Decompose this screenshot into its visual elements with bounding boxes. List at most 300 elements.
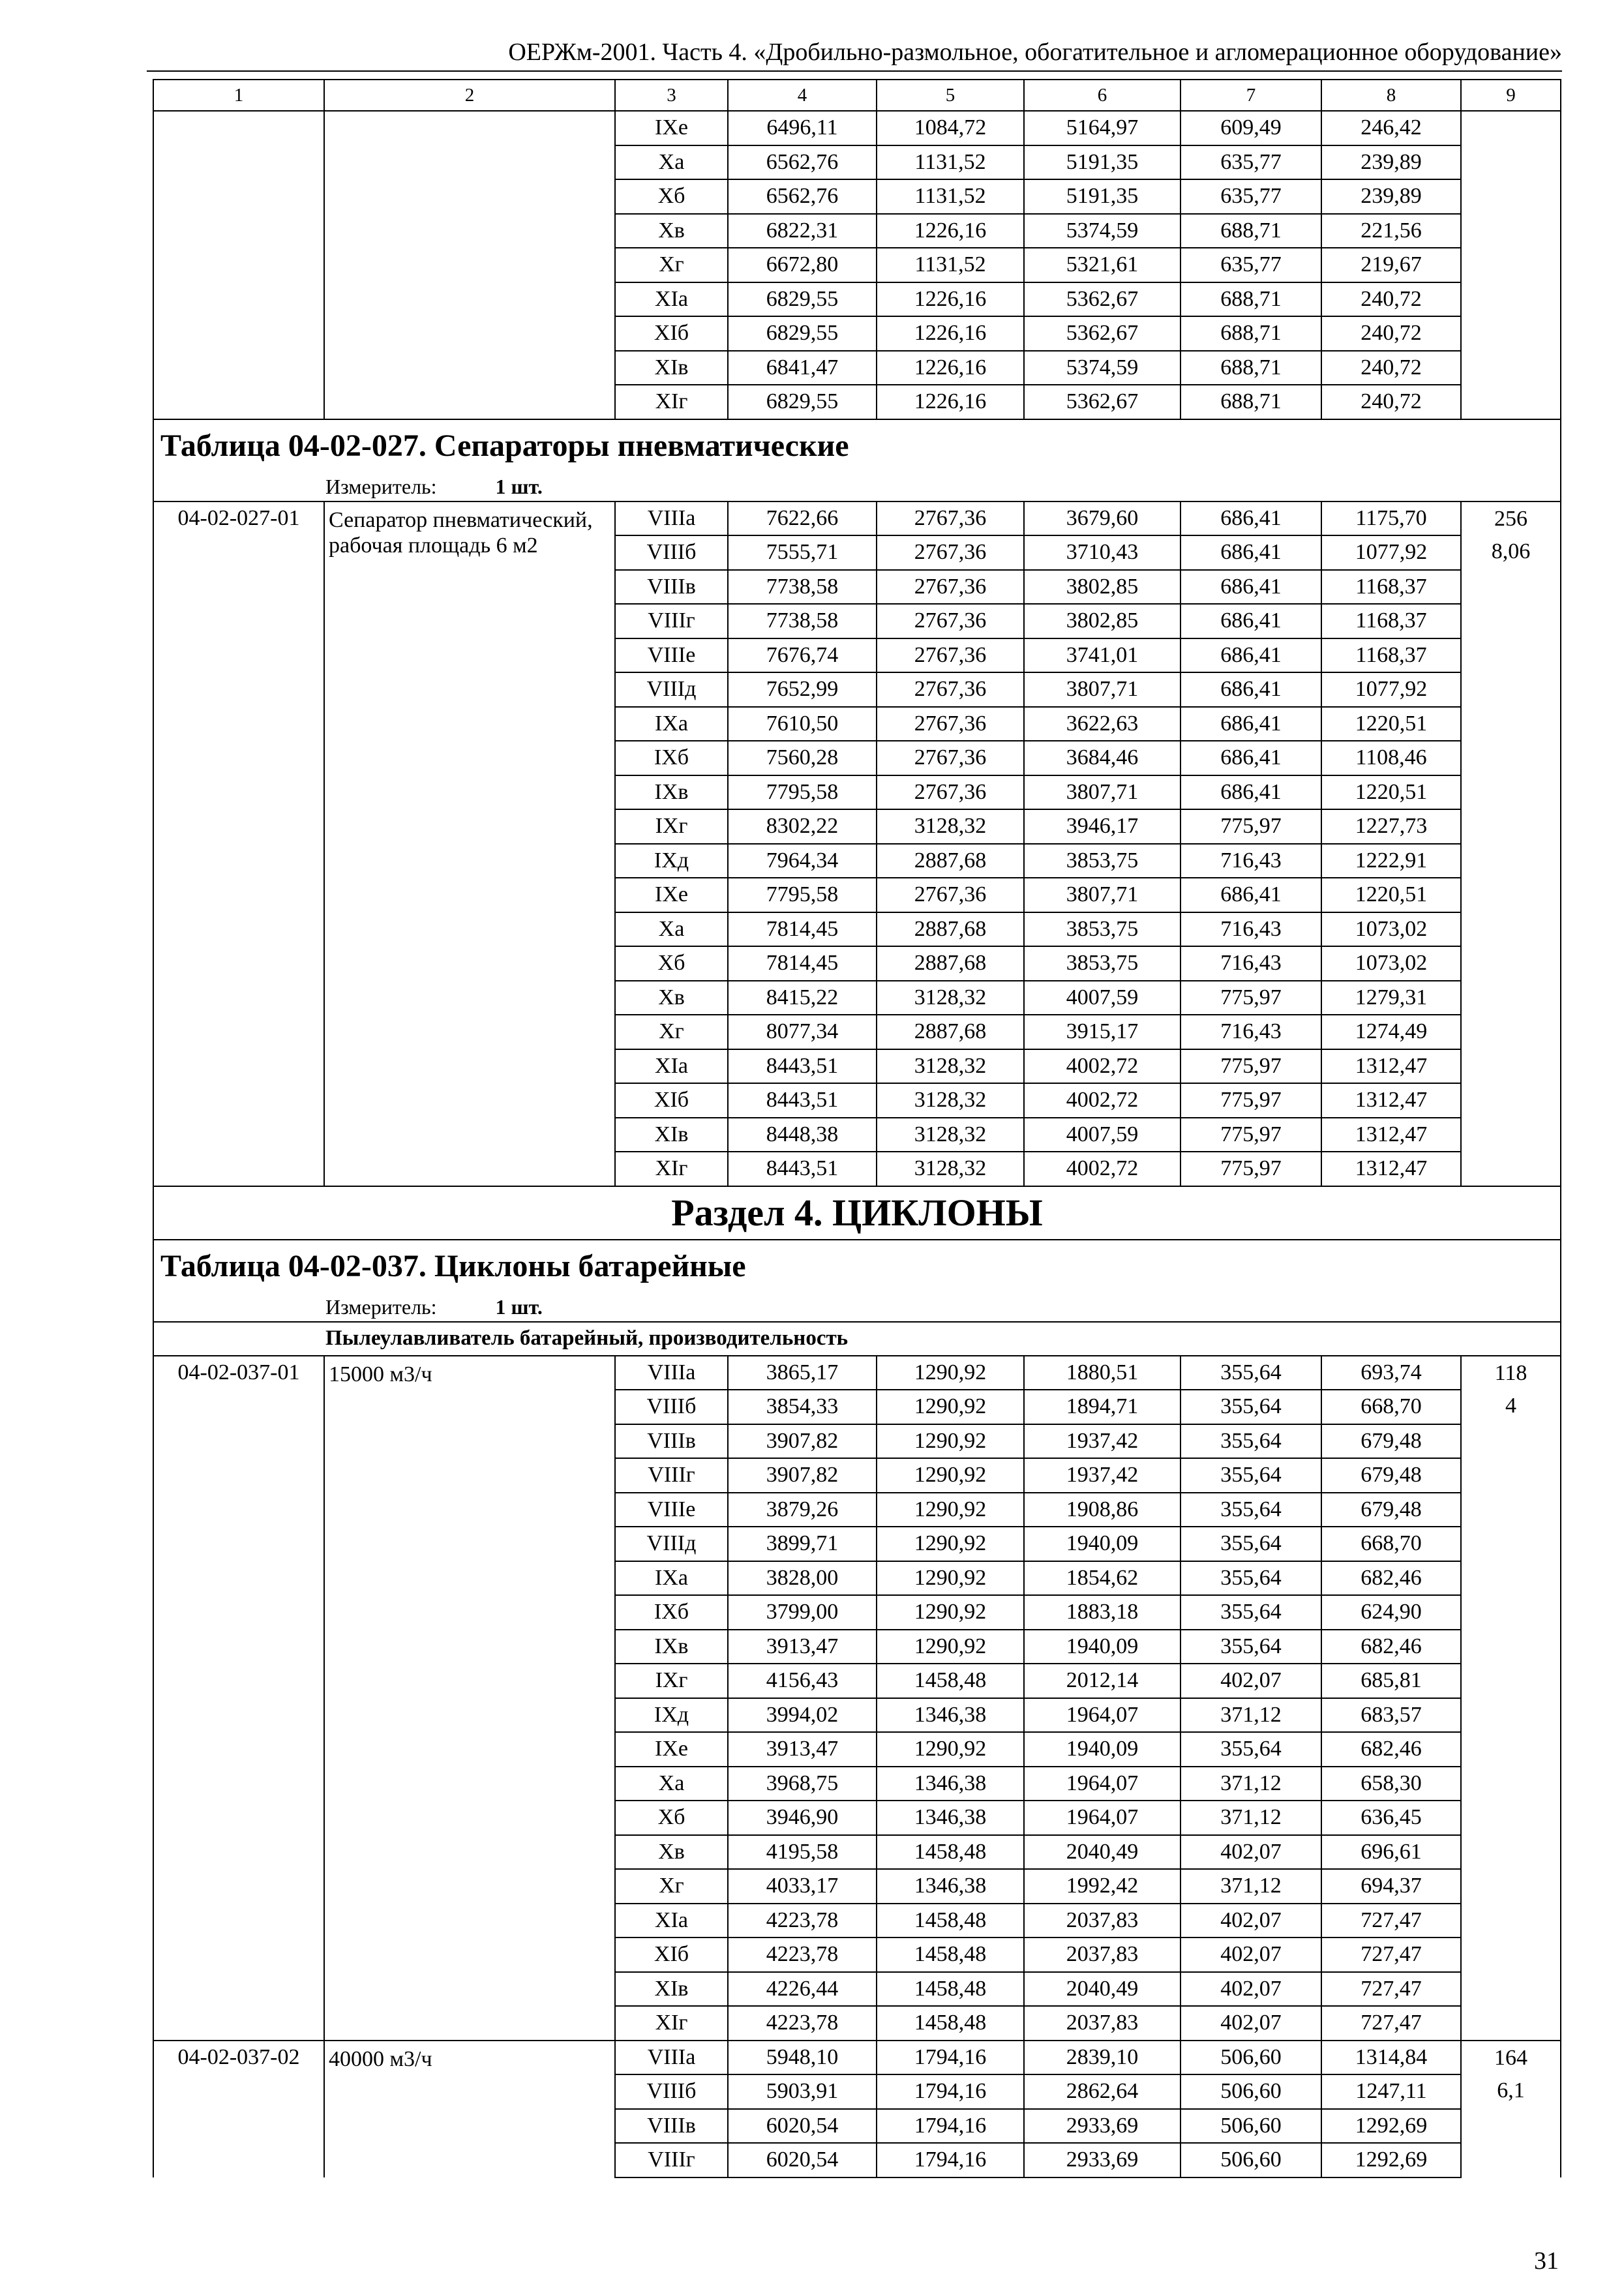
rate-value: 2012,14 bbox=[1024, 1664, 1180, 1698]
rate-value: 402,07 bbox=[1180, 2006, 1321, 2041]
rate-value: 775,97 bbox=[1180, 1118, 1321, 1152]
rate-value: 1458,48 bbox=[877, 1972, 1024, 2007]
rate-value: 1247,11 bbox=[1321, 2074, 1461, 2109]
item-name: 40000 м3/ч bbox=[324, 2041, 615, 2177]
rate-value: 4156,43 bbox=[728, 1664, 877, 1698]
rate-value: 371,12 bbox=[1180, 1698, 1321, 1733]
region-code: IXв bbox=[615, 775, 728, 810]
rate-value: 2839,10 bbox=[1024, 2041, 1180, 2075]
rate-value: 402,07 bbox=[1180, 1904, 1321, 1938]
rate-value: 1084,72 bbox=[877, 111, 1024, 145]
rate-value: 3807,71 bbox=[1024, 878, 1180, 912]
rate-value: 239,89 bbox=[1321, 145, 1461, 180]
region-code: Xа bbox=[615, 1767, 728, 1801]
rate-value: 1290,92 bbox=[877, 1630, 1024, 1664]
region-code: VIIIв bbox=[615, 1424, 728, 1459]
region-code: Xв bbox=[615, 214, 728, 248]
rates-table bbox=[153, 79, 1561, 2178]
column-number: 1 bbox=[153, 80, 324, 111]
rate-value: 688,71 bbox=[1180, 316, 1321, 351]
rate-value: 3679,60 bbox=[1024, 501, 1180, 536]
rate-value: 2767,36 bbox=[877, 672, 1024, 707]
region-code: Xг bbox=[615, 1015, 728, 1049]
rate-value: 1168,37 bbox=[1321, 604, 1461, 638]
rate-value: 1854,62 bbox=[1024, 1561, 1180, 1596]
region-code: IXг bbox=[615, 809, 728, 844]
rate-value: 8077,34 bbox=[728, 1015, 877, 1049]
rate-value: 3913,47 bbox=[728, 1630, 877, 1664]
rate-value: 1220,51 bbox=[1321, 878, 1461, 912]
rate-value: 8443,51 bbox=[728, 1152, 877, 1186]
rate-value: 1458,48 bbox=[877, 1835, 1024, 1870]
rate-value: 1794,16 bbox=[877, 2109, 1024, 2144]
rate-value: 2767,36 bbox=[877, 878, 1024, 912]
rate-value: 2040,49 bbox=[1024, 1835, 1180, 1870]
rate-value: 7814,45 bbox=[728, 912, 877, 947]
rate-value: 5191,35 bbox=[1024, 145, 1180, 180]
region-code: XIа bbox=[615, 282, 728, 317]
rate-value: 686,41 bbox=[1180, 672, 1321, 707]
rate-value: 5903,91 bbox=[728, 2074, 877, 2109]
item-name bbox=[324, 111, 615, 419]
rate-value: 6562,76 bbox=[728, 179, 877, 214]
rate-value: 696,61 bbox=[1321, 1835, 1461, 1870]
rate-value: 219,67 bbox=[1321, 248, 1461, 282]
rate-value: 727,47 bbox=[1321, 1904, 1461, 1938]
table-title: Таблица 04-02-027. Сепараторы пневматические bbox=[153, 419, 1561, 472]
rate-value: 3741,01 bbox=[1024, 638, 1180, 673]
region-code: IXб bbox=[615, 741, 728, 775]
region-code: VIIIб bbox=[615, 1390, 728, 1424]
rate-value: 3907,82 bbox=[728, 1424, 877, 1459]
table-row bbox=[153, 501, 1561, 536]
extra-value: 8,06 bbox=[1491, 539, 1531, 563]
rate-value: 3913,47 bbox=[728, 1732, 877, 1767]
table-row bbox=[153, 1356, 1561, 1390]
rate-value: 686,41 bbox=[1180, 570, 1321, 605]
rate-value: 609,49 bbox=[1180, 111, 1321, 145]
region-code: Xб bbox=[615, 1801, 728, 1835]
rate-value: 635,77 bbox=[1180, 145, 1321, 180]
rate-value: 727,47 bbox=[1321, 1972, 1461, 2007]
rate-value: 2767,36 bbox=[877, 501, 1024, 536]
rate-value: 658,30 bbox=[1321, 1767, 1461, 1801]
rate-value: 1073,02 bbox=[1321, 946, 1461, 981]
table-row bbox=[153, 111, 1561, 145]
column-number: 3 bbox=[615, 80, 728, 111]
section-heading: Раздел 4. ЦИКЛОНЫ bbox=[153, 1186, 1561, 1240]
column-number: 8 bbox=[1321, 80, 1461, 111]
rate-value: 7555,71 bbox=[728, 535, 877, 570]
rate-value: 5948,10 bbox=[728, 2041, 877, 2075]
item-code: 04-02-027-01 bbox=[153, 501, 324, 1186]
rate-value: 1279,31 bbox=[1321, 981, 1461, 1015]
rate-value: 3946,90 bbox=[728, 1801, 877, 1835]
rate-value: 355,64 bbox=[1180, 1527, 1321, 1561]
rate-value: 3807,71 bbox=[1024, 672, 1180, 707]
rate-value: 624,90 bbox=[1321, 1595, 1461, 1630]
region-code: IXв bbox=[615, 1630, 728, 1664]
rate-value: 682,46 bbox=[1321, 1630, 1461, 1664]
column-number: 2 bbox=[324, 80, 615, 111]
region-code: Xв bbox=[615, 1835, 728, 1870]
rate-value: 246,42 bbox=[1321, 111, 1461, 145]
rate-value: 3799,00 bbox=[728, 1595, 877, 1630]
region-code: Xб bbox=[615, 946, 728, 981]
rate-value: 1312,47 bbox=[1321, 1083, 1461, 1118]
item-extra bbox=[1461, 1356, 1561, 2041]
extra-value: 118 bbox=[1494, 1360, 1527, 1385]
rate-value: 686,41 bbox=[1180, 535, 1321, 570]
rate-value: 355,64 bbox=[1180, 1458, 1321, 1493]
rate-value: 1346,38 bbox=[877, 1801, 1024, 1835]
rate-value: 716,43 bbox=[1180, 1015, 1321, 1049]
rate-value: 240,72 bbox=[1321, 351, 1461, 385]
rate-value: 668,70 bbox=[1321, 1527, 1461, 1561]
rate-value: 355,64 bbox=[1180, 1732, 1321, 1767]
document-page bbox=[153, 79, 1560, 2178]
rate-value: 2040,49 bbox=[1024, 1972, 1180, 2007]
rate-value: 3946,17 bbox=[1024, 809, 1180, 844]
rate-value: 1290,92 bbox=[877, 1732, 1024, 1767]
region-code: IXе bbox=[615, 878, 728, 912]
measure-row bbox=[153, 1293, 1561, 1322]
rate-value: 3853,75 bbox=[1024, 912, 1180, 947]
rate-value: 402,07 bbox=[1180, 1835, 1321, 1870]
rate-value: 1894,71 bbox=[1024, 1390, 1180, 1424]
rate-value: 240,72 bbox=[1321, 316, 1461, 351]
rate-value: 3128,32 bbox=[877, 809, 1024, 844]
region-code: IXб bbox=[615, 1595, 728, 1630]
rate-value: 1880,51 bbox=[1024, 1356, 1180, 1390]
rate-value: 3802,85 bbox=[1024, 570, 1180, 605]
rate-value: 5321,61 bbox=[1024, 248, 1180, 282]
rate-value: 679,48 bbox=[1321, 1458, 1461, 1493]
rate-value: 5362,67 bbox=[1024, 282, 1180, 317]
rate-value: 506,60 bbox=[1180, 2143, 1321, 2177]
rate-value: 3128,32 bbox=[877, 1049, 1024, 1084]
table-title-row bbox=[153, 1240, 1561, 1293]
region-code: VIIIб bbox=[615, 2074, 728, 2109]
rate-value: 402,07 bbox=[1180, 1972, 1321, 2007]
rate-value: 1964,07 bbox=[1024, 1698, 1180, 1733]
rate-value: 1290,92 bbox=[877, 1527, 1024, 1561]
rate-value: 686,41 bbox=[1180, 878, 1321, 912]
item-extra bbox=[1461, 111, 1561, 419]
rate-value: 686,41 bbox=[1180, 741, 1321, 775]
rate-value: 1292,69 bbox=[1321, 2143, 1461, 2177]
rate-value: 668,70 bbox=[1321, 1390, 1461, 1424]
rate-value: 2037,83 bbox=[1024, 1904, 1180, 1938]
rate-value: 1131,52 bbox=[877, 145, 1024, 180]
rate-value: 3853,75 bbox=[1024, 844, 1180, 878]
rate-value: 3128,32 bbox=[877, 1118, 1024, 1152]
rate-value: 8415,22 bbox=[728, 981, 877, 1015]
rate-value: 1346,38 bbox=[877, 1869, 1024, 1904]
rate-value: 3802,85 bbox=[1024, 604, 1180, 638]
rate-value: 1226,16 bbox=[877, 316, 1024, 351]
item-extra bbox=[1461, 2041, 1561, 2177]
rate-value: 1312,47 bbox=[1321, 1152, 1461, 1186]
rate-value: 4033,17 bbox=[728, 1869, 877, 1904]
rate-value: 7738,58 bbox=[728, 604, 877, 638]
item-code: 04-02-037-02 bbox=[153, 2041, 324, 2177]
running-header: ОЕРЖм-2001. Часть 4. «Дробильно-размольное, обогатительное и агломерационное оборудование» bbox=[508, 38, 1562, 66]
region-code: VIIIд bbox=[615, 672, 728, 707]
rate-value: 1290,92 bbox=[877, 1493, 1024, 1527]
rate-value: 6672,80 bbox=[728, 248, 877, 282]
region-code: XIа bbox=[615, 1049, 728, 1084]
rate-value: 6020,54 bbox=[728, 2143, 877, 2177]
region-code: VIIIа bbox=[615, 2041, 728, 2075]
rate-value: 7610,50 bbox=[728, 707, 877, 741]
rate-value: 6829,55 bbox=[728, 316, 877, 351]
region-code: IXг bbox=[615, 1664, 728, 1698]
rate-value: 1226,16 bbox=[877, 282, 1024, 317]
column-number: 5 bbox=[877, 80, 1024, 111]
rate-value: 716,43 bbox=[1180, 912, 1321, 947]
region-code: Xв bbox=[615, 981, 728, 1015]
rate-value: 3128,32 bbox=[877, 1152, 1024, 1186]
region-code: IXа bbox=[615, 707, 728, 741]
rate-value: 355,64 bbox=[1180, 1493, 1321, 1527]
group-title: Пылеулавливатель батарейный, производительность bbox=[153, 1322, 1561, 1356]
region-code: XIб bbox=[615, 1083, 728, 1118]
rate-value: 6829,55 bbox=[728, 282, 877, 317]
rate-value: 1346,38 bbox=[877, 1698, 1024, 1733]
rate-value: 355,64 bbox=[1180, 1424, 1321, 1459]
rate-value: 1168,37 bbox=[1321, 638, 1461, 673]
rate-value: 1290,92 bbox=[877, 1458, 1024, 1493]
rate-value: 1312,47 bbox=[1321, 1049, 1461, 1084]
rate-value: 355,64 bbox=[1180, 1390, 1321, 1424]
rate-value: 3807,71 bbox=[1024, 775, 1180, 810]
rate-value: 8443,51 bbox=[728, 1083, 877, 1118]
rate-value: 5191,35 bbox=[1024, 179, 1180, 214]
rate-value: 1077,92 bbox=[1321, 672, 1461, 707]
rate-value: 1220,51 bbox=[1321, 707, 1461, 741]
rate-value: 1937,42 bbox=[1024, 1458, 1180, 1493]
rate-value: 3879,26 bbox=[728, 1493, 877, 1527]
rate-value: 775,97 bbox=[1180, 981, 1321, 1015]
rate-value: 1940,09 bbox=[1024, 1732, 1180, 1767]
rate-value: 775,97 bbox=[1180, 1152, 1321, 1186]
rate-value: 1312,47 bbox=[1321, 1118, 1461, 1152]
rate-value: 2037,83 bbox=[1024, 1937, 1180, 1972]
rate-value: 7795,58 bbox=[728, 775, 877, 810]
rate-value: 4007,59 bbox=[1024, 981, 1180, 1015]
rate-value: 3622,63 bbox=[1024, 707, 1180, 741]
rate-value: 5362,67 bbox=[1024, 385, 1180, 419]
rate-value: 2037,83 bbox=[1024, 2006, 1180, 2041]
rate-value: 1794,16 bbox=[877, 2143, 1024, 2177]
rate-value: 371,12 bbox=[1180, 1767, 1321, 1801]
page-number: 31 bbox=[1534, 2247, 1559, 2275]
rate-value: 2887,68 bbox=[877, 912, 1024, 947]
rate-value: 7560,28 bbox=[728, 741, 877, 775]
region-code: Xг bbox=[615, 248, 728, 282]
region-code: XIб bbox=[615, 1937, 728, 1972]
measure-cell bbox=[153, 1293, 1561, 1322]
rate-value: 6822,31 bbox=[728, 214, 877, 248]
rate-value: 1108,46 bbox=[1321, 741, 1461, 775]
rate-value: 686,41 bbox=[1180, 604, 1321, 638]
region-code: IXе bbox=[615, 1732, 728, 1767]
rate-value: 688,71 bbox=[1180, 214, 1321, 248]
region-code: VIIIб bbox=[615, 535, 728, 570]
rate-value: 3128,32 bbox=[877, 981, 1024, 1015]
rate-value: 5374,59 bbox=[1024, 214, 1180, 248]
item-name: 15000 м3/ч bbox=[324, 1356, 615, 2041]
rate-value: 4002,72 bbox=[1024, 1152, 1180, 1186]
region-code: VIIIа bbox=[615, 501, 728, 536]
rate-value: 6562,76 bbox=[728, 145, 877, 180]
region-code: XIб bbox=[615, 316, 728, 351]
rate-value: 371,12 bbox=[1180, 1869, 1321, 1904]
rate-value: 7622,66 bbox=[728, 501, 877, 536]
rate-value: 2887,68 bbox=[877, 946, 1024, 981]
rate-value: 5374,59 bbox=[1024, 351, 1180, 385]
region-code: IXд bbox=[615, 1698, 728, 1733]
region-code: XIв bbox=[615, 1972, 728, 2007]
item-code: 04-02-037-01 bbox=[153, 1356, 324, 2041]
rate-value: 7652,99 bbox=[728, 672, 877, 707]
measure-cell bbox=[153, 472, 1561, 501]
rate-value: 355,64 bbox=[1180, 1561, 1321, 1596]
rate-value: 7738,58 bbox=[728, 570, 877, 605]
region-code: VIIIе bbox=[615, 1493, 728, 1527]
rate-value: 3907,82 bbox=[728, 1458, 877, 1493]
rate-value: 716,43 bbox=[1180, 946, 1321, 981]
item-name: Сепаратор пневматический, рабочая площадь 6 м2 bbox=[324, 501, 615, 1186]
rate-value: 1226,16 bbox=[877, 385, 1024, 419]
rate-value: 1226,16 bbox=[877, 214, 1024, 248]
region-code: Xг bbox=[615, 1869, 728, 1904]
rate-value: 686,41 bbox=[1180, 707, 1321, 741]
extra-value: 4 bbox=[1505, 1394, 1516, 1418]
region-code: XIв bbox=[615, 351, 728, 385]
rate-value: 1131,52 bbox=[877, 179, 1024, 214]
extra-value: 6,1 bbox=[1497, 2078, 1525, 2102]
rate-value: 1908,86 bbox=[1024, 1493, 1180, 1527]
rate-value: 685,81 bbox=[1321, 1664, 1461, 1698]
rate-value: 6829,55 bbox=[728, 385, 877, 419]
rate-value: 506,60 bbox=[1180, 2074, 1321, 2109]
rate-value: 7795,58 bbox=[728, 878, 877, 912]
rate-value: 1458,48 bbox=[877, 1937, 1024, 1972]
rate-value: 1964,07 bbox=[1024, 1801, 1180, 1835]
rate-value: 1964,07 bbox=[1024, 1767, 1180, 1801]
rate-value: 1992,42 bbox=[1024, 1869, 1180, 1904]
rate-value: 7676,74 bbox=[728, 638, 877, 673]
rate-value: 4007,59 bbox=[1024, 1118, 1180, 1152]
rate-value: 688,71 bbox=[1180, 351, 1321, 385]
rate-value: 221,56 bbox=[1321, 214, 1461, 248]
rate-value: 2933,69 bbox=[1024, 2109, 1180, 2144]
rate-value: 1937,42 bbox=[1024, 1424, 1180, 1459]
rate-value: 682,46 bbox=[1321, 1561, 1461, 1596]
rate-value: 1794,16 bbox=[877, 2074, 1024, 2109]
rate-value: 679,48 bbox=[1321, 1493, 1461, 1527]
region-code: VIIIв bbox=[615, 2109, 728, 2144]
rate-value: 688,71 bbox=[1180, 385, 1321, 419]
rate-value: 1292,69 bbox=[1321, 2109, 1461, 2144]
rate-value: 716,43 bbox=[1180, 844, 1321, 878]
header-rule bbox=[147, 70, 1562, 72]
rate-value: 686,41 bbox=[1180, 501, 1321, 536]
rate-value: 1226,16 bbox=[877, 351, 1024, 385]
rate-value: 3994,02 bbox=[728, 1698, 877, 1733]
rate-value: 6496,11 bbox=[728, 111, 877, 145]
measure-label: Измеритель: bbox=[325, 1294, 437, 1319]
rate-value: 1883,18 bbox=[1024, 1595, 1180, 1630]
rate-value: 8443,51 bbox=[728, 1049, 877, 1084]
rate-value: 8448,38 bbox=[728, 1118, 877, 1152]
column-number: 6 bbox=[1024, 80, 1180, 111]
rate-value: 5362,67 bbox=[1024, 316, 1180, 351]
rate-value: 6841,47 bbox=[728, 351, 877, 385]
rate-value: 636,45 bbox=[1321, 1801, 1461, 1835]
rate-value: 2767,36 bbox=[877, 535, 1024, 570]
rate-value: 1940,09 bbox=[1024, 1630, 1180, 1664]
column-number: 9 bbox=[1461, 80, 1561, 111]
measure-label: Измеритель: bbox=[325, 474, 437, 498]
rate-value: 3128,32 bbox=[877, 1083, 1024, 1118]
rate-value: 3968,75 bbox=[728, 1767, 877, 1801]
measure-unit: 1 шт. bbox=[495, 474, 543, 498]
rate-value: 4223,78 bbox=[728, 2006, 877, 2041]
rate-value: 8302,22 bbox=[728, 809, 877, 844]
rate-value: 1222,91 bbox=[1321, 844, 1461, 878]
region-code: VIIIг bbox=[615, 2143, 728, 2177]
rate-value: 402,07 bbox=[1180, 1937, 1321, 1972]
region-code: VIIIг bbox=[615, 604, 728, 638]
column-number: 7 bbox=[1180, 80, 1321, 111]
item-extra bbox=[1461, 501, 1561, 1186]
rate-value: 506,60 bbox=[1180, 2041, 1321, 2075]
region-code: XIа bbox=[615, 1904, 728, 1938]
rate-value: 3710,43 bbox=[1024, 535, 1180, 570]
rate-value: 2933,69 bbox=[1024, 2143, 1180, 2177]
rate-value: 1314,84 bbox=[1321, 2041, 1461, 2075]
rate-value: 4223,78 bbox=[728, 1937, 877, 1972]
rate-value: 3854,33 bbox=[728, 1390, 877, 1424]
rate-value: 3899,71 bbox=[728, 1527, 877, 1561]
group-title-row bbox=[153, 1322, 1561, 1356]
region-code: XIв bbox=[615, 1118, 728, 1152]
rate-value: 679,48 bbox=[1321, 1424, 1461, 1459]
rate-value: 1290,92 bbox=[877, 1561, 1024, 1596]
rate-value: 2767,36 bbox=[877, 570, 1024, 605]
rate-value: 686,41 bbox=[1180, 775, 1321, 810]
rate-value: 3828,00 bbox=[728, 1561, 877, 1596]
rate-value: 240,72 bbox=[1321, 282, 1461, 317]
rate-value: 355,64 bbox=[1180, 1630, 1321, 1664]
rate-value: 1274,49 bbox=[1321, 1015, 1461, 1049]
rate-value: 402,07 bbox=[1180, 1664, 1321, 1698]
rate-value: 1227,73 bbox=[1321, 809, 1461, 844]
rate-value: 3865,17 bbox=[728, 1356, 877, 1390]
region-code: VIIIа bbox=[615, 1356, 728, 1390]
rate-value: 1940,09 bbox=[1024, 1527, 1180, 1561]
rate-value: 2767,36 bbox=[877, 638, 1024, 673]
rate-value: 1290,92 bbox=[877, 1424, 1024, 1459]
region-code: VIIIд bbox=[615, 1527, 728, 1561]
rate-value: 4195,58 bbox=[728, 1835, 877, 1870]
extra-value: 164 bbox=[1494, 2045, 1527, 2070]
rate-value: 4002,72 bbox=[1024, 1049, 1180, 1084]
rate-value: 355,64 bbox=[1180, 1356, 1321, 1390]
